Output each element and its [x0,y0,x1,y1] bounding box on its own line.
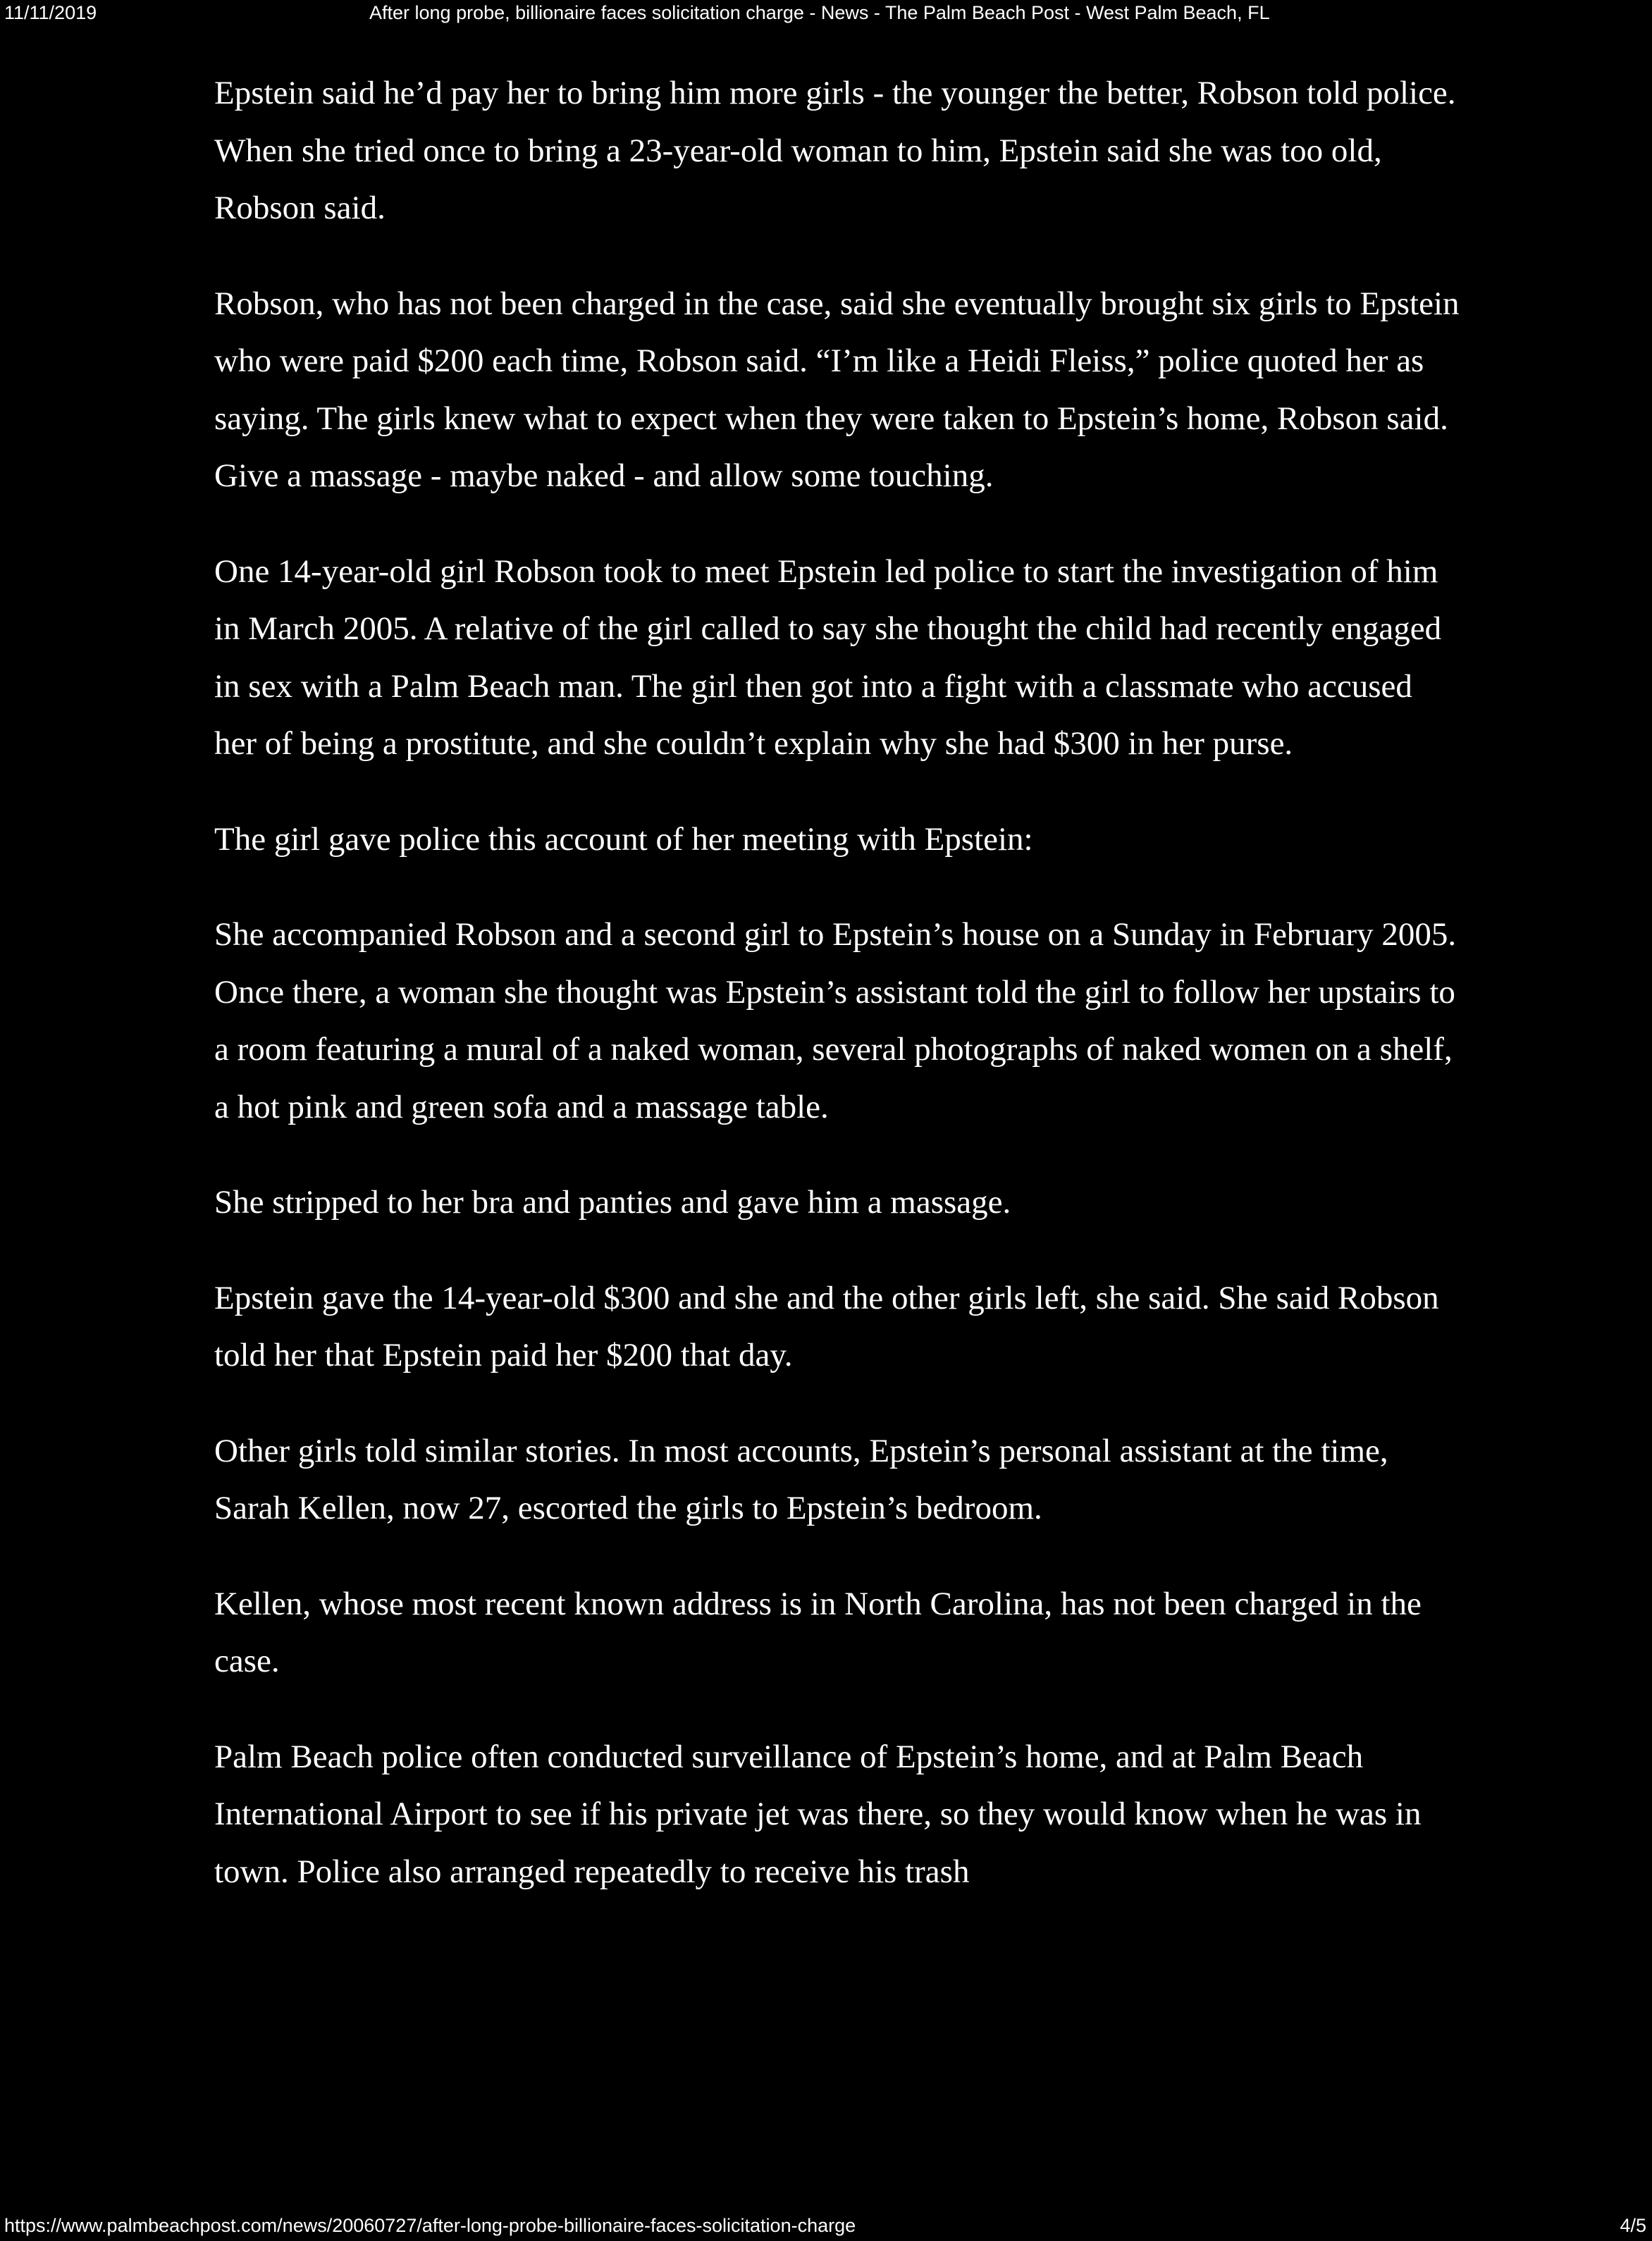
print-page-title: After long probe, billionaire faces solicitation charge - News - The Palm Beach Post - West Palm Beach, FL [369,2,1270,23]
article-paragraph: She accompanied Robson and a second girl to Epstein’s house on a Sunday in February 2005. Once there, a woman she thought was Epstein’s assistant told the girl to follow her upstairs to a room featuring a mural of a naked woman, several photographs of naked women on a shelf, a hot pink and green sofa and a massage table. [214,916,1457,1125]
article-paragraph: One 14-year-old girl Robson took to meet Epstein led police to start the investigation of him in March 2005. A relative of the girl called to say she thought the child had recently engaged in sex with a Palm Beach man. The girl then got into a fight with a classmate who accused her of being a prostitute, and she couldn’t explain why she had $300 in her purse. [214,552,1442,762]
article-body [214,65,1462,1939]
print-url: https://www.palmbeachpost.com/news/20060727/after-long-probe-billionaire-faces-solicitation-charge [4,2215,856,2236]
article-paragraph: Other girls told similar stories. In most accounts, Epstein’s personal assistant at the time, Sarah Kellen, now 27, escorted the girls to Epstein’s bedroom. [214,1432,1388,1526]
article-paragraph: Epstein said he’d pay her to bring him more girls - the younger the better, Robson told police. When she tried once to bring a 23-year-old woman to him, Epstein said she was too old, Robson said. [214,75,1456,226]
article-paragraph: She stripped to her bra and panties and gave him a massage. [214,1184,1011,1221]
page-number: 4/5 [1620,2215,1646,2236]
print-header [0,0,1652,31]
article-paragraph: Palm Beach police often conducted surveillance of Epstein’s home, and at Palm Beach International Airport to see if his private jet was there, so they would know when he was in town. Police also arranged repeatedly to receive his trash [214,1738,1422,1890]
print-footer [0,2213,1652,2241]
article-paragraph: Epstein gave the 14-year-old $300 and she and the other girls left, she said. She said Robson told her that Epstein paid her $200 that day. [214,1279,1439,1373]
article-paragraph: The girl gave police this account of her meeting with Epstein: [214,820,1033,858]
article-paragraph: Robson, who has not been charged in the case, said she eventually brought six girls to Epstein who were paid $200 each time, Robson said. “I’m like a Heidi Fleiss,” police quoted her as saying. The girls knew what to expect when they were taken to Epstein’s home, Robson said. Give a massage - maybe naked - and allow some touching. [214,285,1460,494]
article-paragraph: Kellen, whose most recent known address is in North Carolina, has not been charged in the case. [214,1585,1422,1679]
print-date: 11/11/2019 [4,2,97,23]
